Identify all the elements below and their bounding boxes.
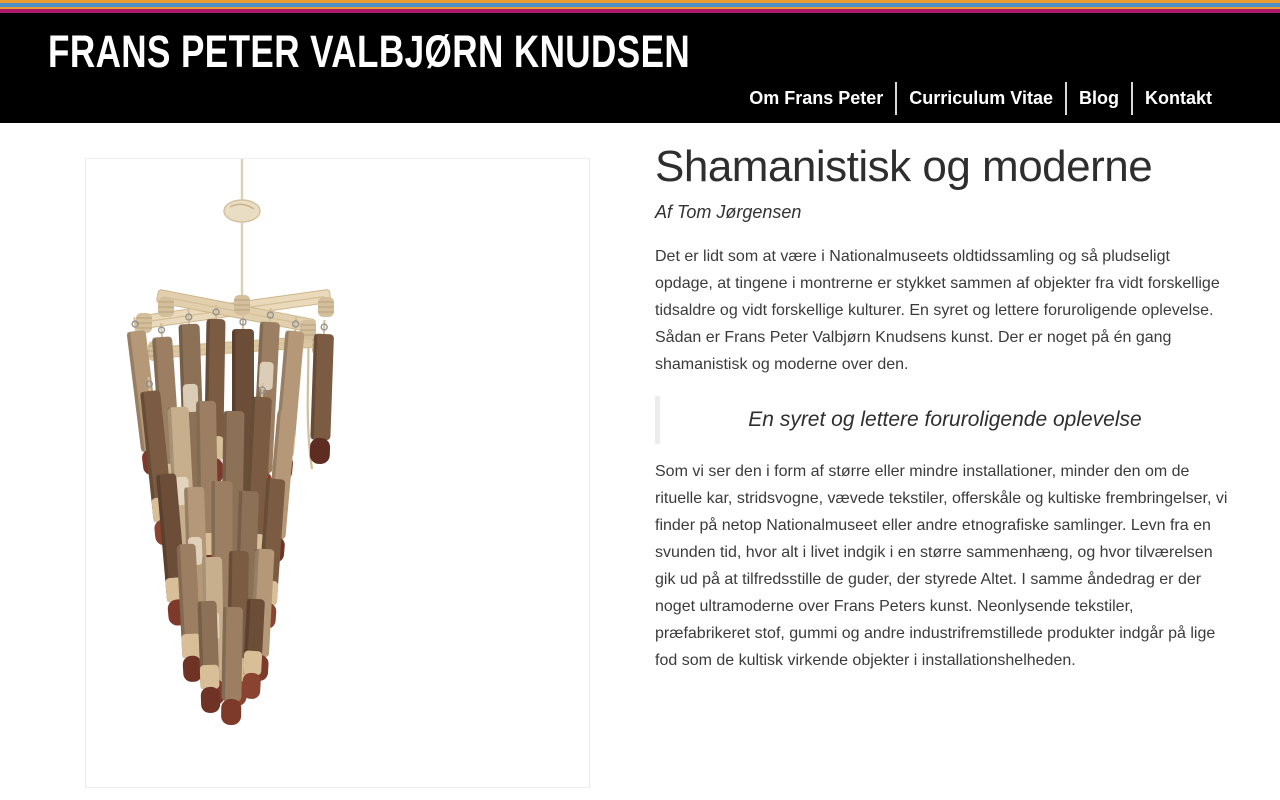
article-byline: Af Tom Jørgensen [655, 201, 802, 222]
page-title: Shamanistisk og moderne [655, 142, 1153, 191]
nav-item-blog[interactable]: Blog [1065, 82, 1131, 115]
page-content [0, 123, 1280, 800]
nav-item-curriculum-vitae[interactable]: Curriculum Vitae [895, 82, 1065, 115]
site-logo[interactable]: FRANS PETER VALBJØRN KNUDSEN [48, 26, 691, 77]
site-header [0, 13, 1280, 123]
artwork-illustration [86, 159, 589, 787]
artwork-photo [85, 158, 590, 788]
top-accent-stripes [0, 0, 1280, 13]
pullquote-text: En syret og lettere foruroligende oplevelse [748, 407, 1142, 431]
article-paragraph: Som vi ser den i form af større eller mindre installationer, minder den om de rituelle kar, stridsvogne, vævede tekstiler, offerskåle og kultiske frembringelser, vi finder på netop Nationalmuseet eller andre etnografiske samlinger. Levn fra en svunden tid, hvor alt i livet indgik i en større sammenhæng, og hvor tilværelsen gik ud på at tilfredsstille de guder, der styrede Altet. I samme åndedrag er der noget ultramoderne over Frans Peters kunst. Neonlysende tekstiler, præfabrikeret stof, gummi og andre industrifremstillede produkter indgår på lige fod som de kultisk virkende objekter i installationshelheden. [655, 462, 1228, 669]
pullquote [655, 396, 1230, 444]
nav-item-om-frans-peter[interactable]: Om Frans Peter [749, 88, 884, 108]
article [655, 123, 1230, 692]
main-nav [737, 82, 1224, 115]
nav-item-kontakt[interactable]: Kontakt [1131, 82, 1224, 115]
article-paragraph: Det er lidt som at være i Nationalmuseets oldtidssamling og så pludseligt opdage, at tingene i montrerne er stykket sammen af objekter fra vidt forskellige tidsaldre og vidt forskellige kulturer. En syret og lettere foruroligende oplevelse. Sådan er Frans Peter Valbjørn Knudsens kunst. Der er noget på én gang shamanistisk og moderne over den. [655, 247, 1220, 373]
nav-list [737, 82, 1224, 115]
